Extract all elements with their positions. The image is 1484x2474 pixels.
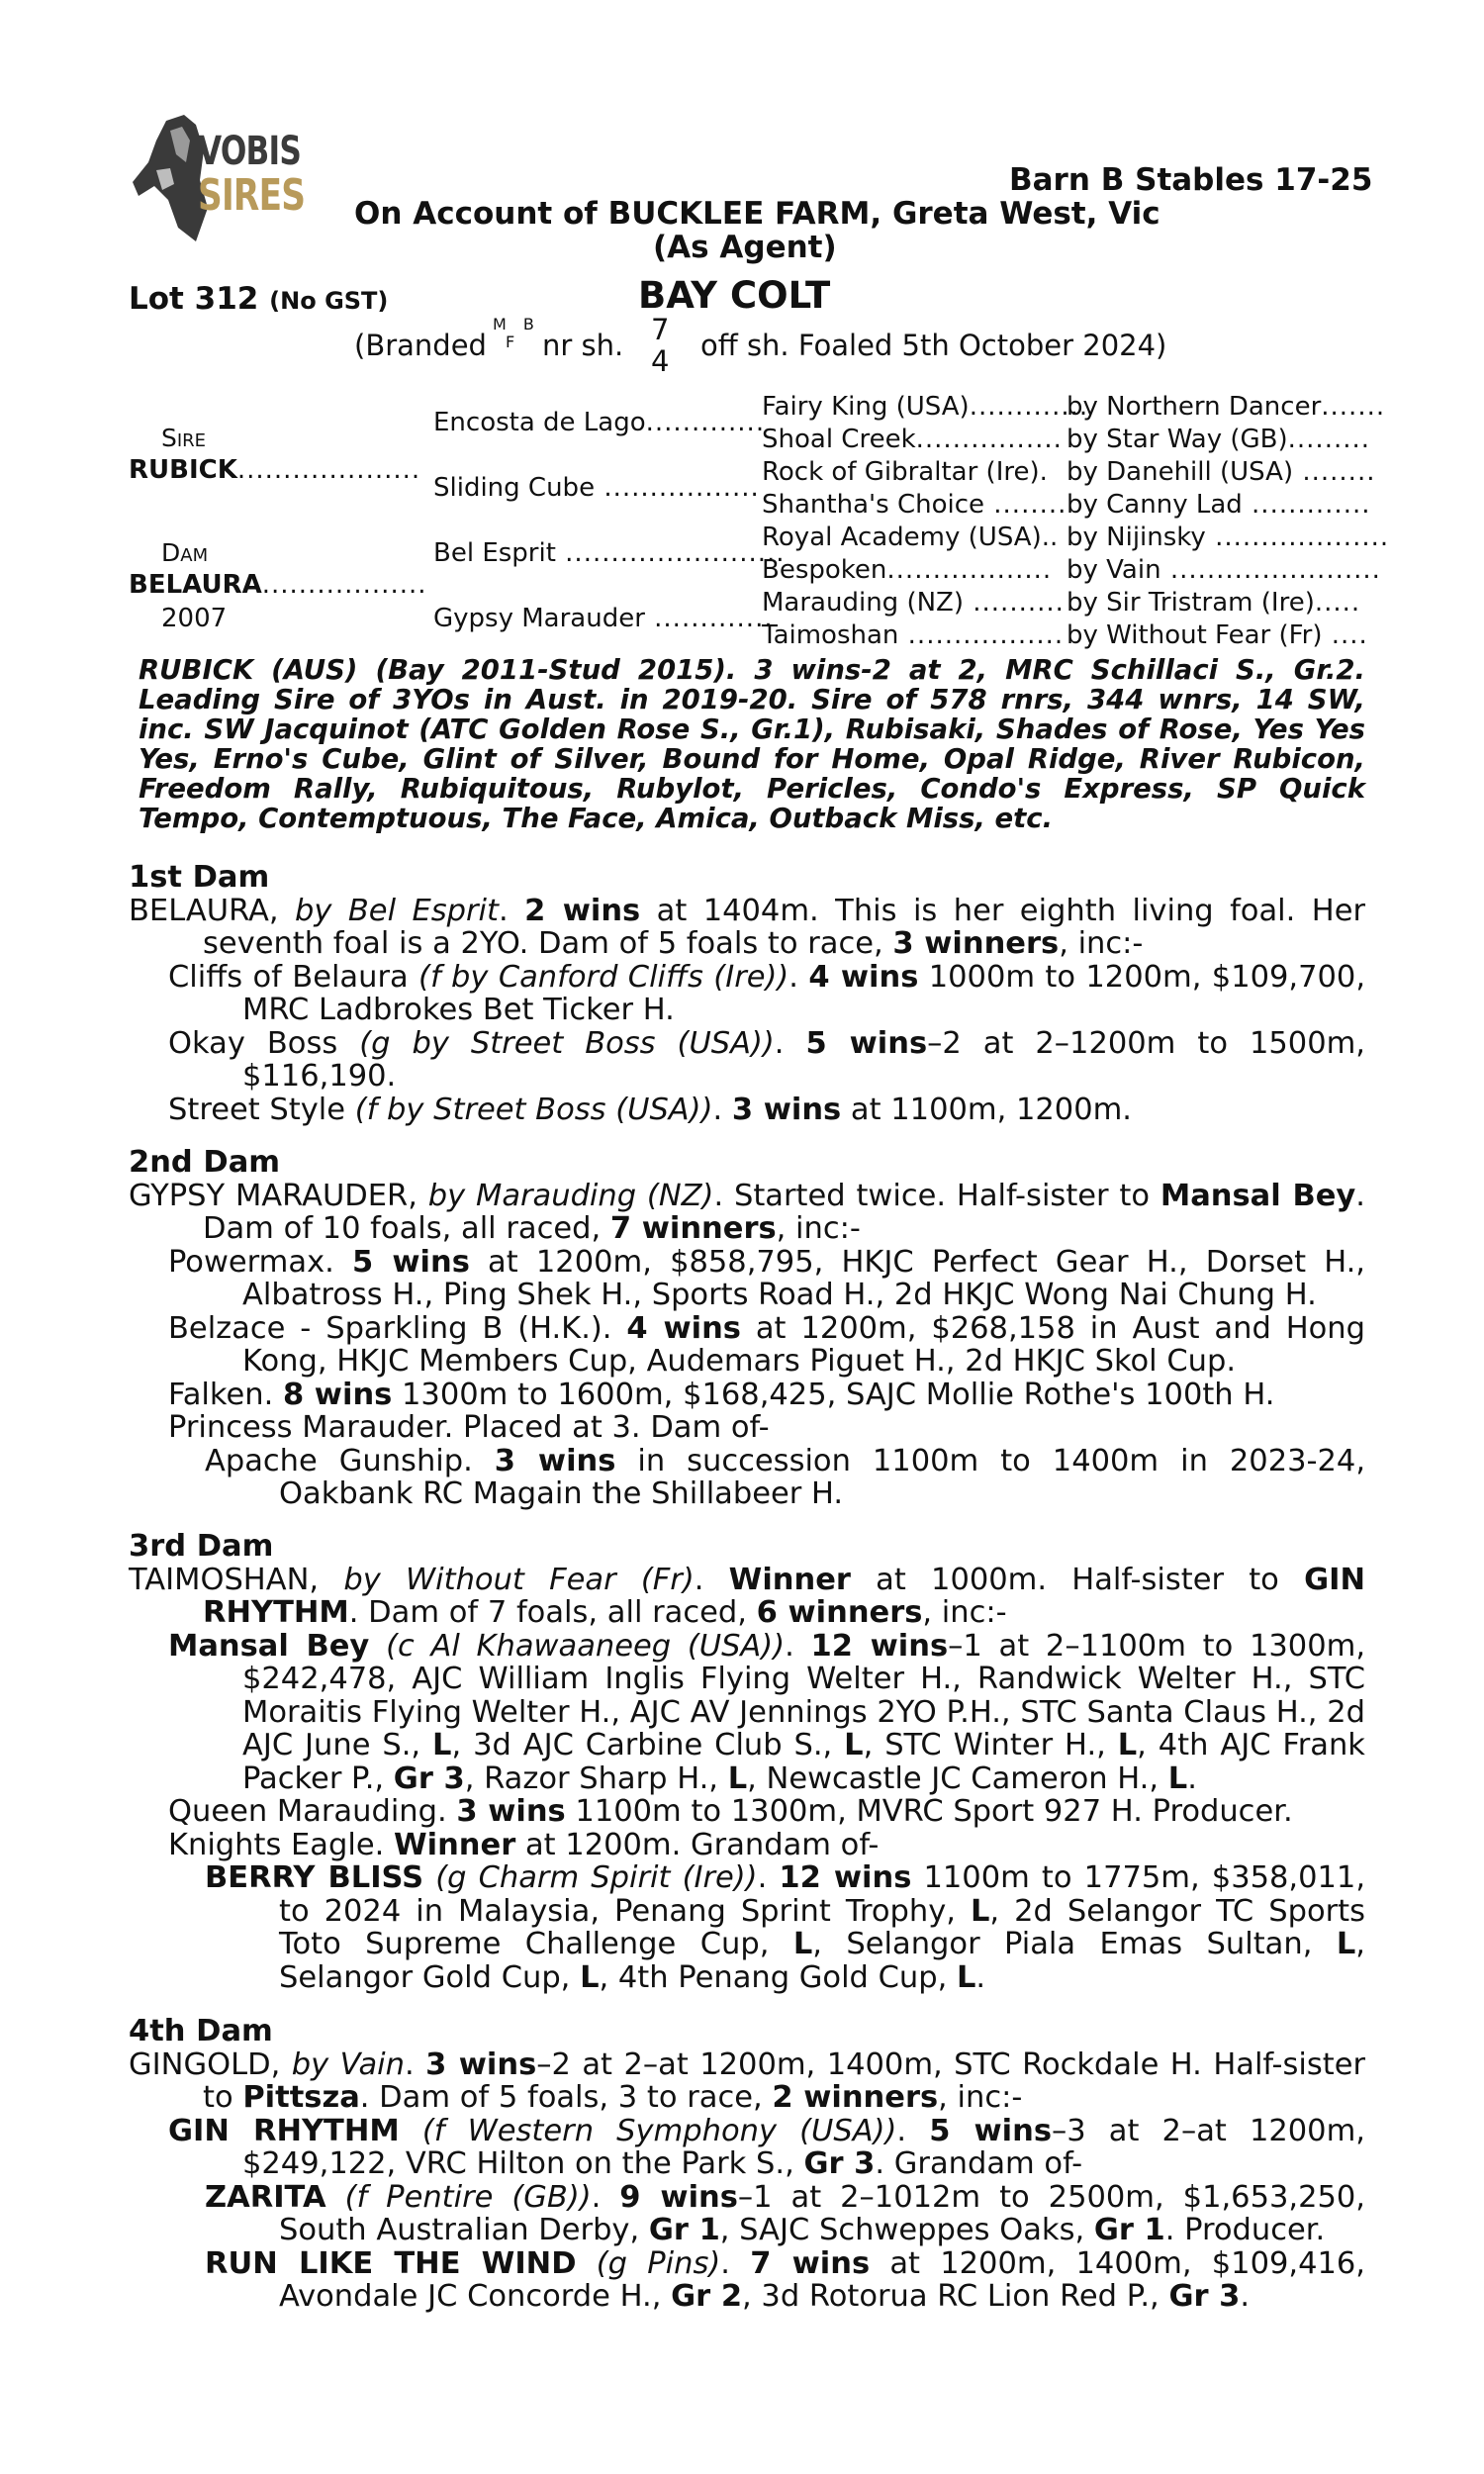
grandsire-dam-side: Bel Esprit ........................ bbox=[433, 538, 786, 568]
granddam-dam-side: Gypsy Marauder ............. bbox=[433, 604, 774, 633]
sire-name: RUBICK.................... bbox=[129, 455, 421, 485]
fourth-dam-intro: GINGOLD, by Vain. 3 wins–2 at 2–at 1200m, 1400m, STC Rockdale H. Half-sister to Pittsza. Dam of 5 foals, 3 to race, 2 winners, inc:- bbox=[129, 2046, 1366, 2115]
pedigree-g3-1: by Northern Dancer....... bbox=[1067, 392, 1386, 422]
second-dam-progeny-4: Princess Marauder. Placed at 3. Dam of- bbox=[168, 1410, 770, 1445]
third-dam-heading: 3rd Dam bbox=[129, 1529, 274, 1564]
brand-mid: nr sh. bbox=[542, 329, 624, 362]
lot-title: BAY COLT bbox=[638, 274, 831, 317]
dam-label: Dam bbox=[161, 538, 209, 567]
dam-year: 2007 bbox=[161, 604, 228, 633]
barn-location: Barn B Stables 17-25 bbox=[1009, 162, 1373, 198]
gst-note: (No GST) bbox=[269, 287, 389, 315]
sire-description: RUBICK (AUS) (Bay 2011-Stud 2015). 3 wins-2 at 2, MRC Schillaci S., Gr.2. Leading Sire of 3YOs in Aust. in 2019-20. Sire of 578 rnrs, 344 wnrs, 14 SW, inc. SW Jacquinot (ATC Golden Rose S., Gr.1), Rubisaki, Shades of Rose, Yes Yes Yes, Erno's Cube, Glint of Silver, Bound for Home, Opal Ridge, River Rubicon, Freedom Rally, Rubiquitous, Rubylot, Pericles, Condo's Express, SP Quick Tempo, Contemptuous, The Face, Amica, Outback Miss, etc. bbox=[139, 654, 1365, 834]
pedigree-g2-1: Fairy King (USA)............. bbox=[762, 392, 1089, 422]
grandsire: Encosta de Lago............. bbox=[433, 408, 766, 437]
fourth-dam-grand-progeny-2: RUN LIKE THE WIND (g Pins). 7 wins at 1200m, 1400m, $109,416, Avondale JC Concorde H., Gr 2, 3d Rotorua RC Lion Red P., Gr 3. bbox=[205, 2245, 1365, 2314]
pedigree-g3-5: by Nijinsky ................... bbox=[1067, 523, 1390, 552]
second-dam-grand-progeny: Apache Gunship. 3 wins in succession 1100m to 1400m in 2023-24, Oakbank RC Magain the Shillabeer H. bbox=[205, 1443, 1366, 1511]
pedigree-g3-7: by Sir Tristram (Ire)..... bbox=[1067, 588, 1361, 618]
pedigree-g2-5: Royal Academy (USA).. bbox=[762, 523, 1059, 552]
brand-num-top: 7 bbox=[651, 313, 670, 346]
pedigree-g2-3: Rock of Gibraltar (Ire). bbox=[762, 457, 1048, 487]
third-dam-progeny-2: Queen Marauding. 3 wins 1100m to 1300m, MVRC Sport 927 H. Producer. bbox=[168, 1794, 1293, 1829]
first-dam-intro: BELAURA, by Bel Esprit. 2 wins at 1404m. This is her eighth living foal. Her seventh foal is a 2YO. Dam of 5 foals to race, 3 winners, inc:- bbox=[129, 893, 1365, 961]
granddam-sire-side: Sliding Cube ................. bbox=[433, 473, 760, 503]
vobis-sires-logo bbox=[127, 111, 334, 249]
lot-number bbox=[129, 281, 388, 317]
pedigree-g3-8: by Without Fear (Fr) .... bbox=[1067, 620, 1368, 650]
second-dam-progeny-3: Falken. 8 wins 1300m to 1600m, $168,425, SAJC Mollie Rothe's 100th H. bbox=[168, 1377, 1275, 1412]
fourth-dam-heading: 4th Dam bbox=[129, 2014, 273, 2048]
fourth-dam-section bbox=[129, 2015, 1365, 2314]
pedigree-g2-2: Shoal Creek................ bbox=[762, 425, 1063, 454]
second-dam-progeny-2: Belzace - Sparkling B (H.K.). 4 wins at 1200m, $268,158 in Aust and Hong Kong, HKJC Members Cup, Audemars Piguet H., 2d HKJC Skol Cup. bbox=[168, 1310, 1366, 1379]
first-dam-section bbox=[129, 861, 1365, 1126]
brand-mark-bottom: F bbox=[506, 333, 515, 351]
agent-note: (As Agent) bbox=[653, 230, 837, 265]
third-dam-progeny-3: Knights Eagle. Winner at 1200m. Grandam of- bbox=[168, 1827, 880, 1862]
second-dam-heading: 2nd Dam bbox=[129, 1145, 281, 1180]
fourth-dam-progeny-1: GIN RHYTHM (f Western Symphony (USA)). 5 wins–3 at 2–at 1200m, $249,122, VRC Hilton on the Park S., Gr 3. Grandam of- bbox=[168, 2113, 1365, 2181]
brand-pre: (Branded bbox=[354, 329, 487, 362]
logo-vobis: VOBIS bbox=[198, 129, 302, 174]
vendor-account: On Account of BUCKLEE FARM, Greta West, Vic bbox=[354, 196, 1160, 232]
pedigree-g2-7: Marauding (NZ) .......... bbox=[762, 588, 1065, 618]
pedigree-g3-3: by Danehill (USA) ........ bbox=[1067, 457, 1376, 487]
third-dam-progeny-1: Mansal Bey (c Al Khawaaneeg (USA)). 12 wins–1 at 2–1100m to 1300m, $242,478, AJC William Inglis Flying Welter H., Randwick Welter H., STC Moraitis Flying Welter H., AJC AV Jennings 2YO P.H., STC Santa Claus H., 2d AJC June S., L, 3d AJC Carbine Club S., L, STC Winter H., L, 4th AJC Frank Packer P., Gr 3, Razor Sharp H., L, Newcastle JC Cameron H., L. bbox=[168, 1628, 1366, 1796]
second-dam-section bbox=[129, 1146, 1365, 1511]
brand-post: off sh. Foaled 5th October 2024) bbox=[700, 329, 1167, 362]
second-dam-intro: GYPSY MARAUDER, by Marauding (NZ). Started twice. Half-sister to Mansal Bey. Dam of 10 foals, all raced, 7 winners, inc:- bbox=[129, 1178, 1365, 1246]
first-dam-progeny-2: Okay Boss (g by Street Boss (USA)). 5 wins–2 at 2–1200m to 1500m, $116,190. bbox=[168, 1025, 1366, 1094]
lot-label: Lot 312 bbox=[129, 281, 259, 317]
sire-label: Sire bbox=[161, 424, 207, 452]
second-dam-progeny-1: Powermax. 5 wins at 1200m, $858,795, HKJC Perfect Gear H., Dorset H., Albatross H., Ping Shek H., Sports Road H., 2d HKJC Wong Nai Chung H. bbox=[168, 1244, 1365, 1312]
brand-num-bottom: 4 bbox=[651, 344, 670, 378]
pedigree-g3-6: by Vain ....................... bbox=[1067, 555, 1381, 585]
pedigree-g3-4: by Canny Lad ............. bbox=[1067, 490, 1371, 520]
pedigree-g2-4: Shantha's Choice ........ bbox=[762, 490, 1067, 520]
first-dam-heading: 1st Dam bbox=[129, 860, 270, 895]
third-dam-grand-progeny: BERRY BLISS (g Charm Spirit (Ire)). 12 wins 1100m to 1775m, $358,011, to 2024 in Malaysia, Penang Sprint Trophy, L, 2d Selangor TC Sports Toto Supreme Challenge Cup, L, Selangor Piala Emas Sultan, L, Selangor Gold Cup, L, 4th Penang Gold Cup, L. bbox=[205, 1860, 1366, 1995]
dam-name: BELAURA.................. bbox=[129, 570, 427, 600]
third-dam-intro: TAIMOSHAN, by Without Fear (Fr). Winner at 1000m. Half-sister to GIN RHYTHM. Dam of 7 foals, all raced, 6 winners, inc:- bbox=[129, 1562, 1365, 1630]
logo-sires: SIRES bbox=[198, 170, 306, 221]
pedigree-g2-8: Taimoshan ................. bbox=[762, 620, 1065, 650]
first-dam-progeny-3: Street Style (f by Street Boss (USA)). 3 wins at 1100m, 1200m. bbox=[168, 1092, 1133, 1127]
fourth-dam-grand-progeny-1: ZARITA (f Pentire (GB)). 9 wins–1 at 2–1012m to 2500m, $1,653,250, South Australian Derby, Gr 1, SAJC Schweppes Oaks, Gr 1. Producer. bbox=[205, 2179, 1365, 2247]
first-dam-progeny-1: Cliffs of Belaura (f by Canford Cliffs (Ire)). 4 wins 1000m to 1200m, $109,700, MRC Ladbrokes Bet Ticker H. bbox=[168, 959, 1366, 1027]
pedigree-g3-2: by Star Way (GB)......... bbox=[1067, 425, 1371, 454]
brand-mark-top: M B bbox=[493, 315, 540, 333]
third-dam-section bbox=[129, 1530, 1365, 1994]
pedigree-g2-6: Bespoken.................. bbox=[762, 555, 1053, 585]
